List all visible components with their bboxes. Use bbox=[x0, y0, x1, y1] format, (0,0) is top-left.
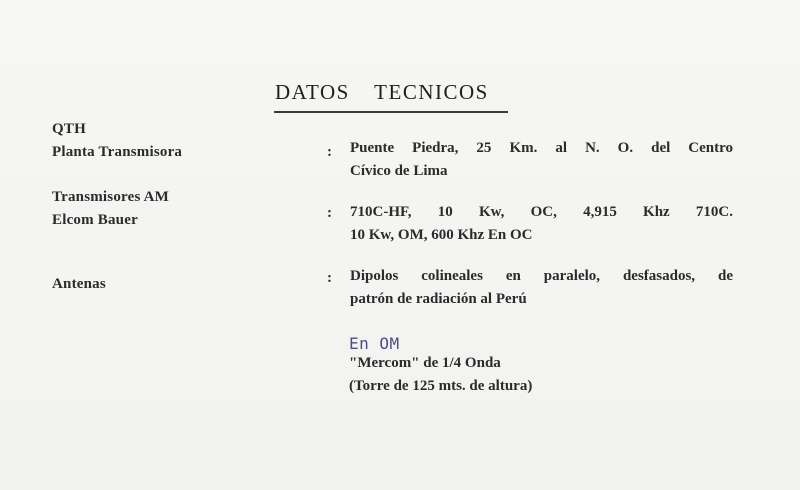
value-line: Dipolos colineales en paralelo, desfasados, de bbox=[350, 268, 733, 284]
label-elcom-bauer: Elcom Bauer bbox=[52, 212, 138, 228]
om-line-torre: (Torre de 125 mts. de altura) bbox=[349, 378, 533, 394]
value-line: Cívico de Lima bbox=[350, 163, 448, 179]
title-underline bbox=[274, 111, 508, 113]
value-line: 710C-HF, 10 Kw, OC, 4,915 Khz 710C. bbox=[350, 204, 733, 220]
value-planta-transmisora bbox=[350, 137, 733, 183]
colon-separator: : bbox=[327, 205, 332, 221]
value-line: Puente Piedra, 25 Km. al N. O. del Centro bbox=[350, 140, 733, 156]
section-heading-en-om: En OM bbox=[349, 334, 400, 353]
value-antenas bbox=[350, 265, 733, 311]
value-transmisores bbox=[350, 201, 733, 247]
colon-separator: : bbox=[327, 144, 332, 160]
label-antenas: Antenas bbox=[52, 276, 106, 292]
value-line: patrón de radiación al Perú bbox=[350, 291, 527, 307]
label-transmisores-am: Transmisores AM bbox=[52, 189, 170, 205]
label-planta-transmisora: Planta Transmisora bbox=[52, 144, 183, 160]
label-qth: QTH bbox=[52, 121, 86, 137]
value-line: 10 Kw, OM, 600 Khz En OC bbox=[350, 227, 533, 243]
document-title: DATOS TECNICOS bbox=[275, 80, 489, 104]
colon-separator: : bbox=[327, 270, 332, 286]
om-line-mercom: "Mercom" de 1/4 Onda bbox=[349, 355, 501, 371]
